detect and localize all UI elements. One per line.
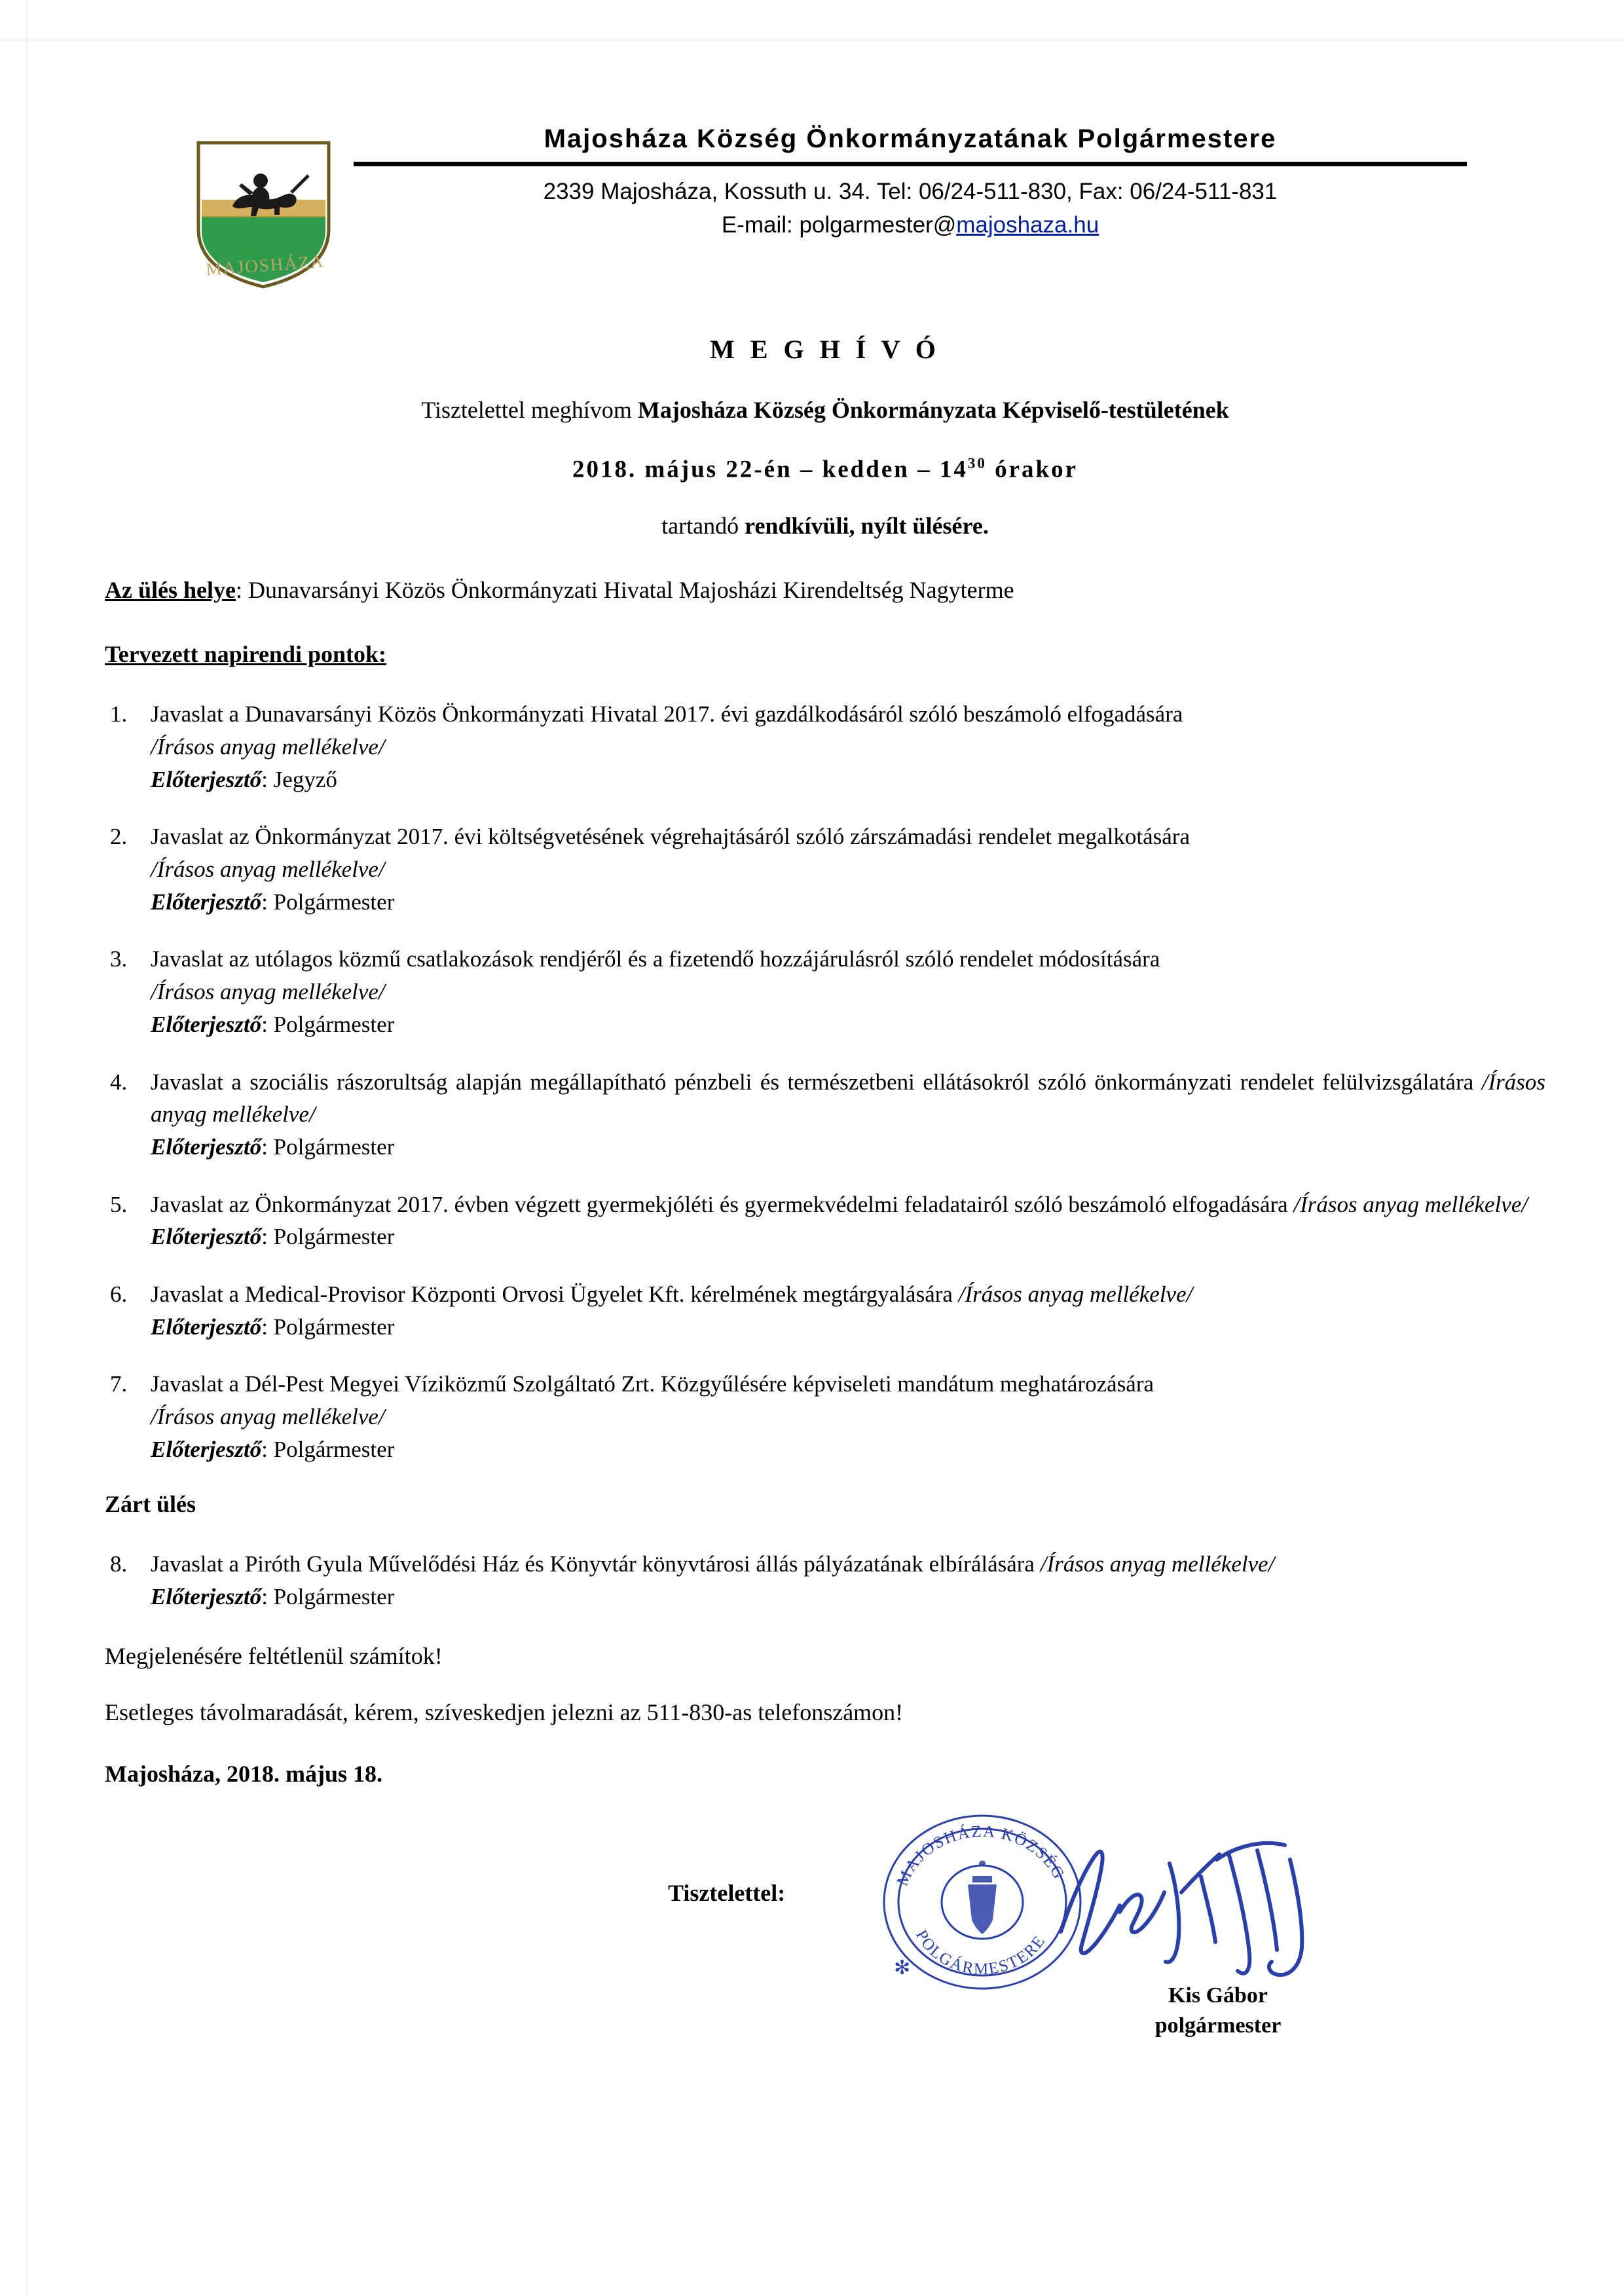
agenda-item-text: Javaslat a Dél-Pest Megyei Víziközmű Szolgáltató Zrt. Közgyűlésére képviseleti mandátum meghatározására	[151, 1371, 1154, 1397]
regards-label: Tisztelettel:	[668, 1879, 786, 1906]
meeting-time-minutes: 30	[967, 455, 987, 471]
meeting-type-value: rendkívüli, nyílt ülésére.	[745, 513, 989, 540]
office-email-link[interactable]: majoshaza.hu	[956, 211, 1099, 238]
agenda-item	[105, 820, 1545, 918]
closed-session-heading: Zárt ülés	[105, 1491, 196, 1518]
signer-block	[1080, 1981, 1356, 2041]
svg-text:POLGÁRMESTERE: POLGÁRMESTERE	[912, 1927, 1049, 1978]
page-title: M E G H Í V Ó	[710, 335, 940, 364]
agenda-item-attachment: /Írásos anyag mellékelve/	[1293, 1191, 1528, 1217]
agenda-item	[105, 1188, 1545, 1253]
invite-line	[105, 396, 1545, 424]
agenda-item	[105, 698, 1545, 796]
letterhead	[105, 124, 1545, 288]
presenter-value: Polgármester	[273, 889, 395, 915]
invite-prefix: Tisztelettel meghívom	[421, 397, 638, 423]
presenter-value: Polgármester	[273, 1584, 395, 1610]
presenter-label: Előterjesztő	[151, 1436, 262, 1462]
agenda-item-text: Javaslat a Medical-Provisor Központi Orvosi Ügyelet Kft. kérelmének megtárgyalására	[151, 1281, 959, 1307]
meeting-datetime	[105, 455, 1545, 483]
agenda-heading: Tervezett napirendi pontok:	[105, 641, 387, 668]
invite-body-name: Majosháza Község Önkormányzata Képviselő-testületének	[637, 397, 1229, 423]
agenda-item-attachment: /Írásos anyag mellékelve/	[151, 1404, 385, 1430]
agenda-item-number: 2.	[110, 824, 128, 850]
crest-caption: MAJOSHÁZA	[205, 251, 325, 280]
agenda-item-number: 6.	[110, 1281, 128, 1307]
agenda-item-number: 1.	[110, 701, 128, 727]
signer-name: Kis Gábor	[1168, 1983, 1268, 2008]
scan-edge-left	[26, 0, 28, 2295]
agenda-item-presenter: Előterjesztő: Polgármester	[151, 1133, 395, 1160]
agenda-item-text: Javaslat a Piróth Gyula Művelődési Ház és Könyvtár könyvtárosi állás pályázatának elbírálására	[151, 1551, 1041, 1577]
meeting-time-suffix: órakor	[986, 456, 1079, 483]
scan-edge-top	[0, 39, 1624, 41]
agenda-item-presenter: Előterjesztő: Jegyző	[151, 766, 337, 792]
closing-line-2: Esetleges távolmaradását, kérem, szíveskedjen jelezni az 511-830-as telefonszámon!	[105, 1698, 904, 1725]
letterhead-rule	[354, 162, 1467, 166]
letterhead-text	[354, 124, 1467, 242]
meeting-type-line	[105, 512, 1545, 540]
agenda-item	[105, 1066, 1545, 1164]
agenda-item-number: 4.	[110, 1069, 128, 1095]
office-email-line	[354, 209, 1467, 242]
presenter-label: Előterjesztő	[151, 889, 262, 915]
agenda-item-presenter: Előterjesztő: Polgármester	[151, 1436, 395, 1462]
meeting-type-prefix: tartandó	[661, 513, 745, 540]
presenter-value: Jegyző	[273, 766, 337, 792]
office-address: 2339 Majosháza, Kossuth u. 34. Tel: 06/24-511-830, Fax: 06/24-511-831	[543, 179, 1278, 204]
presenter-value: Polgármester	[273, 1133, 395, 1160]
agenda-item-number: 5.	[110, 1191, 128, 1217]
presenter-value: Polgármester	[273, 1436, 395, 1462]
agenda-item-presenter: Előterjesztő: Polgármester	[151, 1011, 395, 1037]
document-content	[105, 111, 1545, 2038]
presenter-value: Polgármester	[273, 1313, 395, 1340]
agenda-item-attachment: /Írásos anyag mellékelve/	[151, 734, 385, 760]
agenda-item	[105, 1278, 1545, 1343]
agenda-item-number: 7.	[110, 1371, 128, 1397]
closed-agenda-list	[105, 1548, 1545, 1613]
meeting-date-main: 2018. május 22-én – kedden – 14	[572, 456, 968, 483]
office-email-label: E-mail: polgarmester@	[721, 211, 957, 238]
agenda-item	[105, 1548, 1545, 1613]
handwritten-signature	[1041, 1814, 1356, 1997]
presenter-label: Előterjesztő	[151, 1011, 262, 1037]
agenda-item-presenter: Előterjesztő: Polgármester	[151, 1313, 395, 1340]
presenter-label: Előterjesztő	[151, 1584, 262, 1610]
agenda-item	[105, 1368, 1545, 1465]
presenter-value: Polgármester	[273, 1224, 395, 1250]
agenda-item-text: Javaslat az Önkormányzat 2017. évi költségvetésének végrehajtásáról szóló zárszámadási rendelet megalkotására	[151, 824, 1190, 850]
sign-place-date: Majosháza, 2018. május 18.	[105, 1760, 382, 1787]
agenda-list	[105, 698, 1545, 1465]
agenda-item-attachment: /Írásos anyag mellékelve/	[1040, 1551, 1275, 1577]
agenda-item-attachment: /Írásos anyag mellékelve/	[151, 979, 385, 1005]
signature-area	[105, 1794, 1545, 2038]
svg-text:✻: ✻	[894, 1956, 911, 1979]
agenda-item-text: Javaslat az Önkormányzat 2017. évben végzett gyermekjóléti és gyermekvédelmi feladatairól szóló beszámoló elfogadására	[151, 1191, 1294, 1217]
agenda-item-text: Javaslat a Dunavarsányi Közös Önkormányzati Hivatal 2017. évi gazdálkodásáról szóló beszámoló elfogadására	[151, 701, 1183, 727]
presenter-label: Előterjesztő	[151, 1313, 262, 1340]
presenter-label: Előterjesztő	[151, 1224, 262, 1250]
signer-title: polgármester	[1154, 2013, 1282, 2038]
agenda-item-presenter: Előterjesztő: Polgármester	[151, 1584, 395, 1610]
closing-line-1: Megjelenésére feltétlenül számítok!	[105, 1642, 443, 1669]
meeting-place-label: Az ülés helye	[105, 577, 236, 604]
office-title: Majosháza Község Önkormányzatának Polgármestere	[544, 124, 1277, 153]
presenter-value: Polgármester	[273, 1011, 395, 1037]
agenda-item-presenter: Előterjesztő: Polgármester	[151, 889, 395, 915]
agenda-item-attachment: /Írásos anyag mellékelve/	[151, 856, 385, 883]
presenter-label: Előterjesztő	[151, 766, 262, 792]
agenda-item-attachment: /Írásos anyag mellékelve/	[958, 1281, 1193, 1307]
agenda-item-presenter: Előterjesztő: Polgármester	[151, 1224, 395, 1250]
meeting-place	[105, 576, 1545, 604]
svg-text:MAJOSHÁZA KÖZSÉG: MAJOSHÁZA KÖZSÉG	[893, 1822, 1068, 1889]
agenda-item-number: 3.	[110, 946, 128, 972]
agenda-item-number: 8.	[110, 1551, 128, 1577]
agenda-item-text: Javaslat az utólagos közmű csatlakozások rendjéről és a fizetendő hozzájárulásról szóló rendelet módosítására	[151, 946, 1160, 972]
agenda-item	[105, 943, 1545, 1040]
presenter-label: Előterjesztő	[151, 1133, 262, 1160]
agenda-item-attachment: /Írásos anyag mellékelve/	[151, 1069, 1545, 1128]
agenda-item-text: Javaslat a szociális rászorultság alapján megállapítható pénzbeli és természetbeni ellátásokról szóló önkormányzati rendelet felülvizsgálatára	[151, 1069, 1482, 1095]
meeting-place-value: : Dunavarsányi Közös Önkormányzati Hivatal Majosházi Kirendeltség Nagyterme	[235, 577, 1014, 604]
